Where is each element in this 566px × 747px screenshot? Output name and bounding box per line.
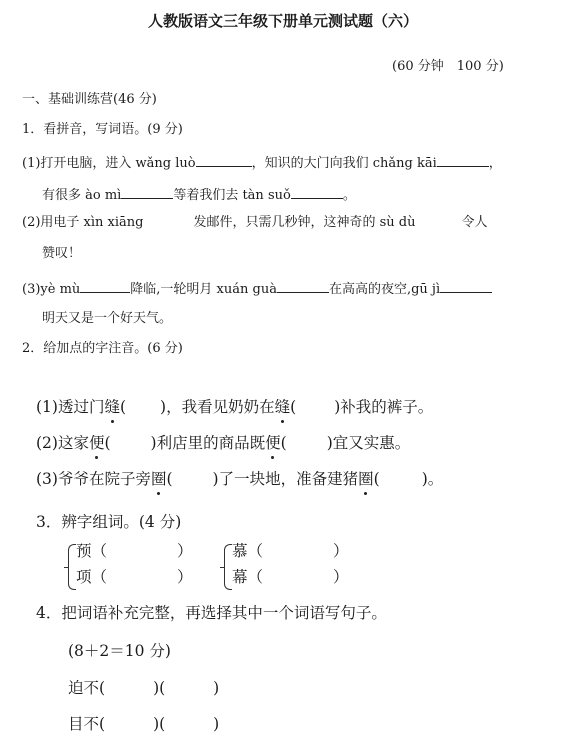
q2-text: ( [280,434,287,452]
q4-item-2 [68,713,219,735]
q4-text: ) [213,679,220,697]
q2-text: ( [166,470,173,488]
brace-group-right [224,544,232,590]
q4-item-1 [68,677,219,699]
q4-text: 目不( [68,715,106,733]
question-1-heading: 1．看拼音，写词语。(9 分) [22,122,183,137]
dotted-character: 便 [88,434,105,452]
answer-blank[interactable] [121,184,173,199]
q1-text: 降临,一轮明月 xuán guà [130,282,277,297]
q1-text: 。 [342,188,356,203]
q1-text: 发邮件，只需几秒钟，这神奇的 sù dù [193,215,416,230]
q2-text: (2)这家 [36,434,89,452]
answer-blank[interactable] [277,278,329,293]
q2-row-2 [36,432,410,454]
question-3-heading: 3．辨字组词。(4 分) [36,513,182,531]
q1-line-3 [22,214,488,232]
q2-text: ( [373,470,380,488]
dotted-character: 圈 [150,470,167,488]
q1-line-4: 赞叹！ [42,246,82,261]
q3-text: 项（ [76,568,108,586]
q3-right-bottom [232,566,349,588]
question-4-heading: 4．把词语补充完整，再选择其中一个词语写句子。 [36,604,387,622]
q3-text: 慕（ [232,542,264,560]
q4-text: ) [213,715,220,733]
q2-text: )，我看见奶奶在 [160,398,275,416]
q3-text: ） [177,542,193,560]
q1-text: 令人 [461,215,488,230]
q3-right-top [232,540,349,562]
q2-text: (3)爷爷在院子旁 [36,470,151,488]
question-2-heading: 2．给加点的字注音。(6 分) [22,341,183,356]
q3-text: ） [177,568,193,586]
q2-row-3 [36,468,443,490]
q3-text: 幕（ [232,568,264,586]
q1-line-2 [42,184,356,205]
q3-text: ） [333,568,349,586]
q4-text: )( [153,679,166,697]
q2-text: )补我的裤子。 [334,398,434,416]
answer-blank[interactable] [80,278,130,293]
answer-blank[interactable] [196,152,252,167]
q2-text: )宜又实惠。 [326,434,411,452]
q1-line-5 [22,278,492,299]
dotted-character: 便 [265,434,281,452]
q1-text: (3)yè mù [22,282,81,297]
q2-text: ( [290,398,297,416]
section-heading: 一、基础训练营(46 分) [22,92,157,107]
dotted-character: 圈 [358,470,374,488]
q2-text: )了一块地，准备建猪 [212,470,359,488]
answer-blank[interactable] [437,152,489,167]
q1-line-6: 明天又是一个好天气。 [42,311,173,326]
q3-left-top [76,540,193,562]
q2-text: ( [104,434,111,452]
q2-text: ( [119,398,127,416]
answer-blank[interactable] [440,278,492,293]
q2-text: (1)透过门 [36,398,105,416]
q1-text: 在高高的夜空,gū jì [328,282,441,297]
q3-text: ） [333,542,349,560]
time-score-note: (60 分钟 100 分) [392,59,504,74]
q2-text: )利店里的商品既 [150,434,266,452]
q1-text: 等着我们去 tàn suǒ [173,188,291,203]
q1-line-1 [22,152,502,173]
q1-text: ， [488,156,502,171]
q1-text: (1)打开电脑，进入 wǎng luò [22,156,196,171]
brace-group-left [68,544,76,590]
q4-text: 迫不( [68,679,106,697]
q3-left-bottom [76,566,193,588]
q2-row-1 [36,396,433,418]
q1-text: (2)用电子 xìn xiāng [22,215,144,230]
q4-score: (8＋2＝10 分) [68,642,171,660]
q4-text: )( [153,715,166,733]
answer-blank[interactable] [291,184,343,199]
q3-text: 预（ [76,542,108,560]
q2-text: )。 [421,470,444,488]
dotted-character: 缝 [274,398,291,416]
q1-text: 有很多 ào mì [42,188,122,203]
q1-text: ，知识的大门向我们 chǎng kāi [251,156,437,171]
dotted-character: 缝 [104,398,120,416]
page-title: 人教版语文三年级下册单元测试题（六） [147,12,418,30]
